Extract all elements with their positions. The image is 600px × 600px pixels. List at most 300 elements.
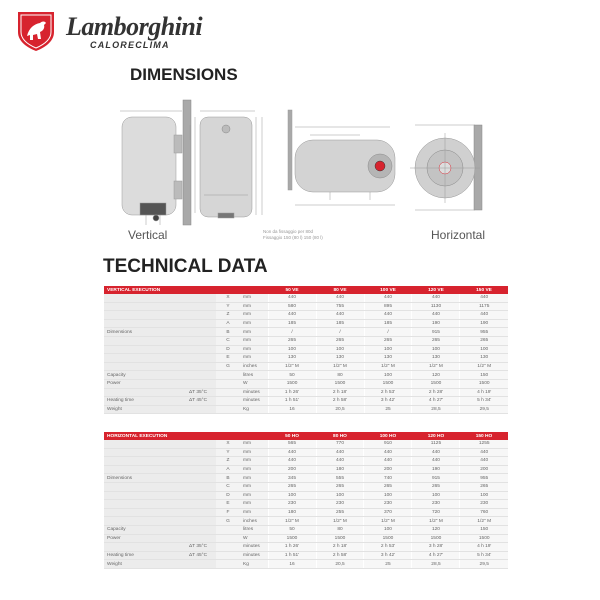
vertical-execution-table xyxy=(104,286,508,414)
table-cell: 1/2" M xyxy=(268,517,316,526)
table-row xyxy=(104,474,508,483)
row-group-label xyxy=(104,345,180,354)
table-cell: 440 xyxy=(364,294,412,302)
table-row xyxy=(104,336,508,345)
table-cell: 180 xyxy=(268,508,316,517)
table-cell: 20,5 xyxy=(316,405,364,414)
table-cell: 100 xyxy=(364,345,412,354)
table-header-row xyxy=(104,432,508,440)
table-row xyxy=(104,508,508,517)
table-cell: 130 xyxy=(460,354,508,363)
row-sub-label xyxy=(180,457,216,466)
table-cell: 1130 xyxy=(412,302,460,311)
horizontal-end-view xyxy=(410,125,482,210)
row-sub-label xyxy=(180,482,216,491)
table-cell: 440 xyxy=(268,448,316,457)
table-cell: 1500 xyxy=(268,534,316,543)
row-group-label: Heating time xyxy=(104,551,180,560)
row-sub-label xyxy=(180,517,216,526)
row-group-label xyxy=(104,517,180,526)
table-cell: 29,5 xyxy=(460,560,508,569)
table-cell: 1 h 26' xyxy=(268,388,316,397)
row-sub-label xyxy=(180,336,216,345)
row-symbol xyxy=(216,534,240,543)
table-cell: 915 xyxy=(412,474,460,483)
table-cell: 1 h 26' xyxy=(268,543,316,552)
table-cell: 80 xyxy=(316,371,364,380)
table-cell: 16 xyxy=(268,560,316,569)
model-header: 100 HO xyxy=(364,432,412,440)
table-cell: 230 xyxy=(316,500,364,509)
table-cell: 185 xyxy=(316,319,364,328)
table-row xyxy=(104,440,508,448)
row-symbol: Y xyxy=(216,302,240,311)
table-cell: 370 xyxy=(364,508,412,517)
table-cell: 185 xyxy=(268,319,316,328)
row-symbol: C xyxy=(216,482,240,491)
table-cell: 265 xyxy=(364,336,412,345)
lamborghini-shield-logo xyxy=(14,8,58,52)
brand-name: Lamborghini xyxy=(66,12,203,41)
row-group-label xyxy=(104,491,180,500)
table-row xyxy=(104,294,508,302)
table-cell: 580 xyxy=(268,302,316,311)
row-symbol: X xyxy=(216,294,240,302)
row-symbol: A xyxy=(216,465,240,474)
row-unit: W xyxy=(240,379,268,388)
row-sub-label xyxy=(180,465,216,474)
table-row xyxy=(104,482,508,491)
table-cell: 180 xyxy=(316,465,364,474)
table-cell: 5 h 34' xyxy=(460,397,508,406)
vertical-front-view xyxy=(200,111,262,218)
table-cell: 1255 xyxy=(460,440,508,448)
row-group-label xyxy=(104,465,180,474)
table-cell: 1500 xyxy=(412,534,460,543)
table-cell: 1/2" M xyxy=(460,362,508,371)
table-cell: 29,5 xyxy=(460,405,508,414)
table-cell: 230 xyxy=(268,500,316,509)
row-sub-label xyxy=(180,508,216,517)
table-cell: 4 h 19' xyxy=(460,388,508,397)
table-cell: 555 xyxy=(316,474,364,483)
row-unit: mm xyxy=(240,491,268,500)
row-sub-label: ΔT 45°C xyxy=(180,397,216,406)
table-cell: / xyxy=(364,328,412,337)
table-cell: 265 xyxy=(268,336,316,345)
row-group-label xyxy=(104,336,180,345)
model-header: 50 HO xyxy=(268,432,316,440)
table-cell: 100 xyxy=(316,345,364,354)
table-cell: 190 xyxy=(412,465,460,474)
table-cell: 1 h 51' xyxy=(268,397,316,406)
table-cell: 3 h 28' xyxy=(412,543,460,552)
row-unit: mm xyxy=(240,294,268,302)
table-row xyxy=(104,534,508,543)
row-sub-label xyxy=(180,345,216,354)
table-cell: 345 xyxy=(268,474,316,483)
row-symbol xyxy=(216,405,240,414)
row-sub-label xyxy=(180,560,216,569)
row-sub-label xyxy=(180,405,216,414)
table-cell: 1500 xyxy=(316,379,364,388)
table-cell: 265 xyxy=(460,482,508,491)
table-row xyxy=(104,517,508,526)
table-cell: 1500 xyxy=(412,379,460,388)
row-symbol: E xyxy=(216,354,240,363)
row-group-label xyxy=(104,354,180,363)
table-row xyxy=(104,397,508,406)
row-group-label: Power xyxy=(104,379,180,388)
table-row xyxy=(104,448,508,457)
table-row xyxy=(104,354,508,363)
table-row xyxy=(104,500,508,509)
table-cell: 190 xyxy=(412,319,460,328)
row-sub-label xyxy=(180,448,216,457)
table-cell: 100 xyxy=(268,491,316,500)
table-cell: 130 xyxy=(412,354,460,363)
row-symbol xyxy=(216,560,240,569)
table-row xyxy=(104,311,508,320)
mounting-note-line: Fissaggio 150 (80 l) 150 (80 l) xyxy=(263,235,323,240)
row-sub-label xyxy=(180,371,216,380)
row-group-label xyxy=(104,508,180,517)
dimensions-heading: DIMENSIONS xyxy=(130,65,238,84)
row-sub-label xyxy=(180,319,216,328)
row-symbol: C xyxy=(216,336,240,345)
table-cell: 3 h 42' xyxy=(364,397,412,406)
row-unit: mm xyxy=(240,474,268,483)
row-symbol: E xyxy=(216,500,240,509)
row-sub-label xyxy=(180,440,216,448)
row-symbol: Z xyxy=(216,457,240,466)
row-sub-label xyxy=(180,328,216,337)
table-cell: 5 h 34' xyxy=(460,551,508,560)
table-cell: 130 xyxy=(268,354,316,363)
table-cell: 25 xyxy=(364,405,412,414)
table-cell: 910 xyxy=(364,440,412,448)
table-cell: 16 xyxy=(268,405,316,414)
table-cell: 2 h 58' xyxy=(316,551,364,560)
mounting-note-line: Non da fissaggio per 80d xyxy=(263,229,314,234)
table-cell: 1/2" M xyxy=(412,517,460,526)
table-cell: 915 xyxy=(412,328,460,337)
table-row xyxy=(104,405,508,414)
table-row xyxy=(104,543,508,552)
row-symbol xyxy=(216,525,240,534)
row-group-label xyxy=(104,388,180,397)
model-header: 120 HO xyxy=(412,432,460,440)
table-cell: 565 xyxy=(268,440,316,448)
row-sub-label xyxy=(180,534,216,543)
table-cell: 4 h 27' xyxy=(412,397,460,406)
row-group-label: Dimensions xyxy=(104,328,180,337)
row-symbol: G xyxy=(216,517,240,526)
row-symbol xyxy=(216,543,240,552)
table-cell: 2 h 18' xyxy=(316,388,364,397)
table-cell: 185 xyxy=(364,319,412,328)
table-row xyxy=(104,371,508,380)
table-cell: 20,5 xyxy=(316,560,364,569)
table-cell: 50 xyxy=(268,371,316,380)
row-sub-label: ΔT 35°C xyxy=(180,543,216,552)
table-cell: 720 xyxy=(412,508,460,517)
row-group-label: Weight xyxy=(104,405,180,414)
table-cell: 100 xyxy=(268,345,316,354)
row-unit: litres xyxy=(240,371,268,380)
table-cell: 50 xyxy=(268,525,316,534)
row-unit: Kg xyxy=(240,560,268,569)
row-sub-label xyxy=(180,500,216,509)
table-cell: 770 xyxy=(316,440,364,448)
table-row xyxy=(104,388,508,397)
row-sub-label xyxy=(180,525,216,534)
table-cell: 895 xyxy=(364,302,412,311)
table-cell: / xyxy=(268,328,316,337)
table-cell: 1/2" M xyxy=(364,517,412,526)
table-cell: 440 xyxy=(268,457,316,466)
table-cell: 2 h 53' xyxy=(364,388,412,397)
table-cell: 2 h 28' xyxy=(412,388,460,397)
row-group-label xyxy=(104,319,180,328)
table-cell: 955 xyxy=(460,474,508,483)
row-symbol xyxy=(216,397,240,406)
table-cell: 80 xyxy=(316,525,364,534)
row-group-label xyxy=(104,543,180,552)
row-symbol: X xyxy=(216,440,240,448)
table-cell: 265 xyxy=(412,482,460,491)
table-cell: 440 xyxy=(316,448,364,457)
row-symbol: B xyxy=(216,328,240,337)
row-group-label xyxy=(104,448,180,457)
table-cell: 28,5 xyxy=(412,560,460,569)
row-sub-label xyxy=(180,311,216,320)
table-cell: 1/2" M xyxy=(460,517,508,526)
table-cell: 440 xyxy=(316,294,364,302)
row-unit: minutes xyxy=(240,397,268,406)
table-cell: 230 xyxy=(412,500,460,509)
row-unit: mm xyxy=(240,336,268,345)
table-cell: 230 xyxy=(364,500,412,509)
table-cell: 440 xyxy=(460,448,508,457)
row-unit: mm xyxy=(240,448,268,457)
row-sub-label xyxy=(180,362,216,371)
table-cell: 1/2" M xyxy=(316,517,364,526)
table-cell: 1500 xyxy=(460,534,508,543)
table-cell: 200 xyxy=(364,465,412,474)
table-cell: 3 h 42' xyxy=(364,551,412,560)
table-cell: 100 xyxy=(412,491,460,500)
model-header: 80 VE xyxy=(316,286,364,294)
table-cell: 4 h 19' xyxy=(460,543,508,552)
row-symbol: G xyxy=(216,362,240,371)
table-cell: 1500 xyxy=(460,379,508,388)
table-cell: 440 xyxy=(268,294,316,302)
table-cell: 755 xyxy=(316,302,364,311)
table-cell: 100 xyxy=(316,491,364,500)
table-cell: 1500 xyxy=(316,534,364,543)
row-unit: mm xyxy=(240,354,268,363)
row-unit: Kg xyxy=(240,405,268,414)
row-unit: mm xyxy=(240,345,268,354)
row-group-label xyxy=(104,440,180,448)
horizontal-caption: Horizontal xyxy=(431,228,486,242)
model-header: 120 VE xyxy=(412,286,460,294)
row-group-label: Capacity xyxy=(104,525,180,534)
row-sub-label xyxy=(180,491,216,500)
table-row xyxy=(104,465,508,474)
row-group-label xyxy=(104,482,180,491)
table-row xyxy=(104,345,508,354)
table-cell: 230 xyxy=(460,500,508,509)
row-unit: mm xyxy=(240,328,268,337)
model-header: 50 VE xyxy=(268,286,316,294)
row-sub-label xyxy=(180,379,216,388)
table-cell: 100 xyxy=(412,345,460,354)
table-cell: 265 xyxy=(412,336,460,345)
table-cell: 440 xyxy=(412,457,460,466)
row-group-label xyxy=(104,302,180,311)
row-symbol: A xyxy=(216,319,240,328)
table-cell: 150 xyxy=(460,371,508,380)
row-group-label xyxy=(104,500,180,509)
row-unit: minutes xyxy=(240,388,268,397)
row-group-label: Heating time xyxy=(104,397,180,406)
table-cell: 100 xyxy=(364,525,412,534)
technical-data-heading: TECHNICAL DATA xyxy=(103,256,268,277)
row-unit: mm xyxy=(240,319,268,328)
table-cell: 130 xyxy=(364,354,412,363)
table-row xyxy=(104,457,508,466)
row-unit: mm xyxy=(240,508,268,517)
row-unit: W xyxy=(240,534,268,543)
row-symbol xyxy=(216,551,240,560)
row-sub-label: ΔT 45°C xyxy=(180,551,216,560)
row-unit: inches xyxy=(240,362,268,371)
vertical-side-view xyxy=(120,100,195,225)
row-symbol: D xyxy=(216,491,240,500)
horizontal-execution-table xyxy=(104,432,508,569)
table-cell: 100 xyxy=(364,371,412,380)
row-sub-label: ΔT 35°C xyxy=(180,388,216,397)
table-title: VERTICAL EXECUTION xyxy=(104,286,268,294)
table-row xyxy=(104,319,508,328)
row-unit: litres xyxy=(240,525,268,534)
table-cell: 1/2" M xyxy=(364,362,412,371)
table-cell: / xyxy=(316,328,364,337)
table-cell: 1/2" M xyxy=(412,362,460,371)
table-cell: 100 xyxy=(460,345,508,354)
table-cell: 440 xyxy=(412,311,460,320)
table-header-row xyxy=(104,286,508,294)
row-unit: mm xyxy=(240,482,268,491)
mounting-note xyxy=(263,229,333,241)
table-cell: 120 xyxy=(412,371,460,380)
table-row xyxy=(104,491,508,500)
table-cell: 440 xyxy=(316,311,364,320)
row-group-label: Weight xyxy=(104,560,180,569)
row-symbol xyxy=(216,371,240,380)
table-cell: 4 h 27' xyxy=(412,551,460,560)
table-cell: 440 xyxy=(268,311,316,320)
table-cell: 440 xyxy=(364,448,412,457)
table-cell: 265 xyxy=(460,336,508,345)
table-cell: 255 xyxy=(316,508,364,517)
table-cell: 1125 xyxy=(412,440,460,448)
table-row xyxy=(104,328,508,337)
table-cell: 760 xyxy=(460,508,508,517)
table-cell: 740 xyxy=(364,474,412,483)
row-symbol xyxy=(216,388,240,397)
row-unit: inches xyxy=(240,517,268,526)
table-cell: 200 xyxy=(268,465,316,474)
table-cell: 265 xyxy=(364,482,412,491)
table-cell: 28,5 xyxy=(412,405,460,414)
row-group-label xyxy=(104,294,180,302)
row-group-label: Capacity xyxy=(104,371,180,380)
row-unit: mm xyxy=(240,440,268,448)
table-cell: 440 xyxy=(316,457,364,466)
table-cell: 440 xyxy=(460,311,508,320)
row-unit: mm xyxy=(240,500,268,509)
row-sub-label xyxy=(180,474,216,483)
table-cell: 1500 xyxy=(364,379,412,388)
row-unit: mm xyxy=(240,465,268,474)
row-unit: mm xyxy=(240,302,268,311)
table-cell: 100 xyxy=(460,491,508,500)
table-cell: 25 xyxy=(364,560,412,569)
row-group-label xyxy=(104,362,180,371)
table-cell: 130 xyxy=(316,354,364,363)
row-symbol: D xyxy=(216,345,240,354)
row-group-label: Power xyxy=(104,534,180,543)
row-sub-label xyxy=(180,294,216,302)
table-cell: 1500 xyxy=(364,534,412,543)
table-cell: 1500 xyxy=(268,379,316,388)
table-cell: 1 h 51' xyxy=(268,551,316,560)
table-cell: 100 xyxy=(364,491,412,500)
table-cell: 2 h 18' xyxy=(316,543,364,552)
horizontal-side-view xyxy=(288,110,395,205)
table-cell: 1/2" M xyxy=(268,362,316,371)
table-row xyxy=(104,302,508,311)
model-header: 100 VE xyxy=(364,286,412,294)
table-row xyxy=(104,379,508,388)
row-sub-label xyxy=(180,302,216,311)
table-row xyxy=(104,525,508,534)
table-cell: 440 xyxy=(364,311,412,320)
vertical-caption: Vertical xyxy=(128,228,168,242)
row-sub-label xyxy=(180,354,216,363)
table-row xyxy=(104,551,508,560)
row-symbol: F xyxy=(216,508,240,517)
row-group-label xyxy=(104,311,180,320)
row-symbol: B xyxy=(216,474,240,483)
table-cell: 1175 xyxy=(460,302,508,311)
row-symbol xyxy=(216,379,240,388)
brand-subtitle: CALORECLIMA xyxy=(90,40,170,50)
table-title: HORIZONTAL EXECUTION xyxy=(104,432,268,440)
table-cell: 440 xyxy=(460,457,508,466)
row-group-label xyxy=(104,457,180,466)
row-symbol: Y xyxy=(216,448,240,457)
table-cell: 120 xyxy=(412,525,460,534)
table-cell: 955 xyxy=(460,328,508,337)
row-unit: minutes xyxy=(240,551,268,560)
table-row xyxy=(104,362,508,371)
table-row xyxy=(104,560,508,569)
row-symbol: Z xyxy=(216,311,240,320)
